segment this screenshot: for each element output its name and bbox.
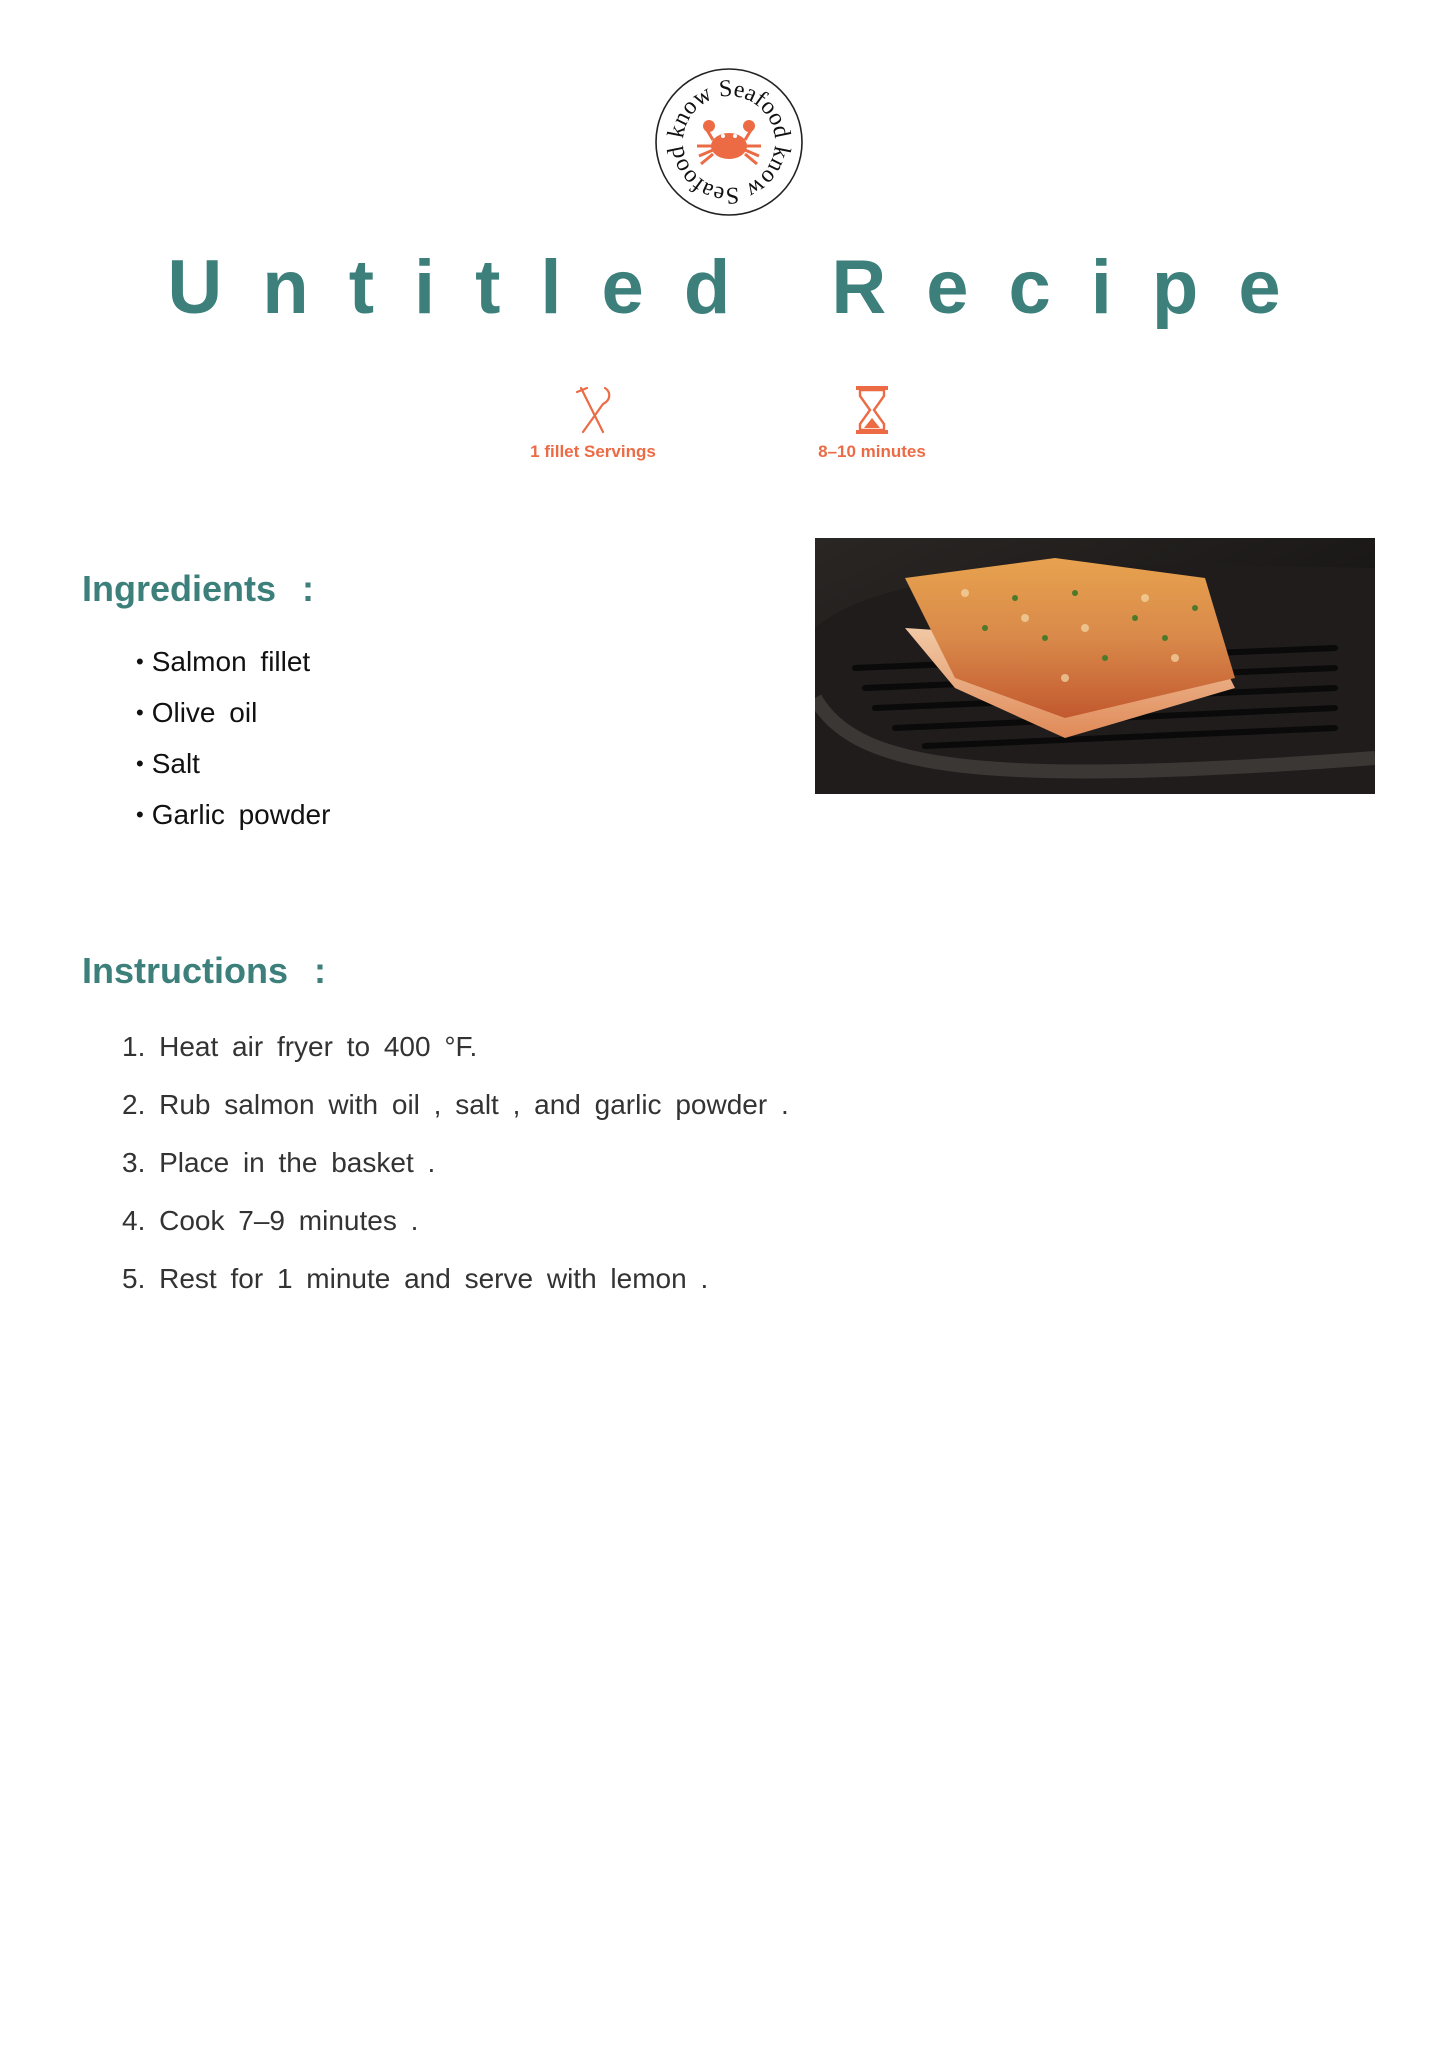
ingredients-heading: Ingredients : xyxy=(82,568,315,609)
time-info xyxy=(762,384,982,462)
brand-logo xyxy=(653,66,805,218)
utensils-icon xyxy=(573,384,613,436)
ingredients-list xyxy=(136,636,330,840)
ingredient-item: • Salmon fillet xyxy=(136,636,330,687)
instruction-step: 3. Place in the basket . xyxy=(122,1147,436,1178)
instruction-step: 2. Rub salmon with oil , salt , and garlic powder . xyxy=(122,1089,789,1120)
ingredient-item: • Olive oil xyxy=(136,687,330,738)
servings-label: 1 fillet Servings xyxy=(530,442,656,461)
time-label: 8–10 minutes xyxy=(818,442,926,461)
instructions-list xyxy=(122,1018,789,1308)
instructions-heading-text: Instructions xyxy=(82,950,289,991)
servings-info xyxy=(483,384,703,462)
instruction-step: 4. Cook 7–9 minutes . xyxy=(122,1205,419,1236)
salmon-photo xyxy=(815,538,1375,794)
ingredient-item: • Garlic powder xyxy=(136,789,330,840)
instruction-step: 5. Rest for 1 minute and serve with lemon . xyxy=(122,1263,709,1294)
hourglass-icon xyxy=(852,384,892,436)
instructions-heading: Instructions : xyxy=(82,950,327,991)
instruction-step: 1. Heat air fryer to 400 °F. xyxy=(122,1031,478,1062)
recipe-title: Untitled Recipe xyxy=(167,245,1321,330)
svg-text:know Seafood: know Seafood xyxy=(663,144,795,209)
ingredient-item: • Salt xyxy=(136,738,330,789)
svg-text:know Seafood: know Seafood xyxy=(663,75,795,140)
ingredients-heading-text: Ingredients xyxy=(82,568,277,609)
